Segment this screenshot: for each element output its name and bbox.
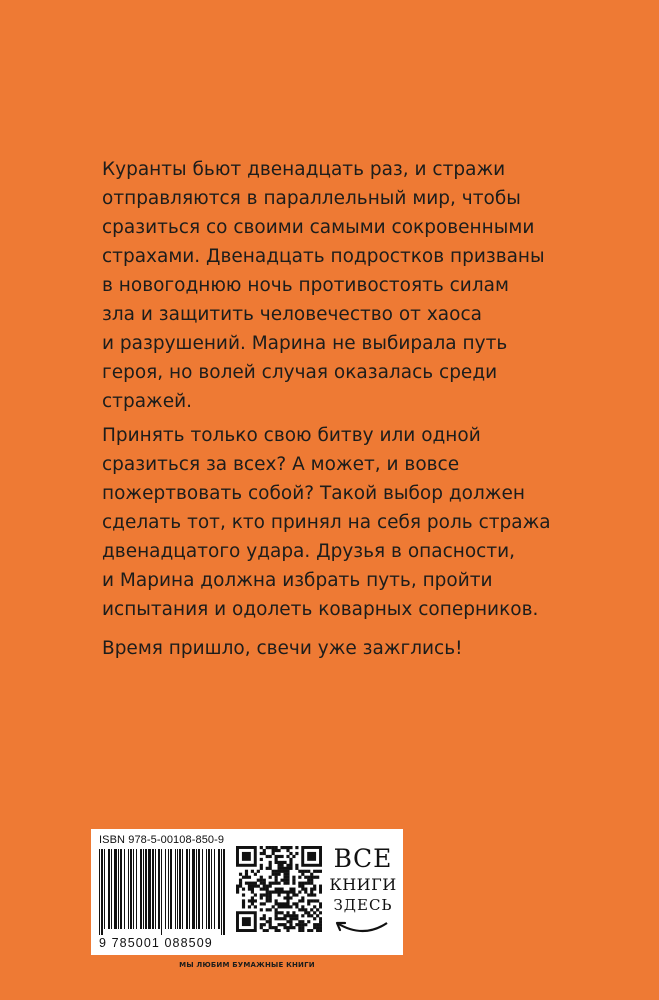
barcode-digits: 9 785001 088509 [99, 936, 213, 950]
text-line: сделать тот, кто принял на себя роль стража [102, 512, 551, 533]
promo-line-2: КНИГИ [329, 875, 397, 894]
text-line: стражей. [102, 391, 192, 412]
annotation-paragraph-1 [102, 155, 572, 416]
text-line: Куранты бьют двенадцать раз, и стражи [102, 159, 506, 180]
text-line: Принять только свою битву или одной [102, 425, 481, 446]
text-line: страхами. Двенадцать подростков призваны [102, 246, 545, 267]
text-line: в новогоднюю ночь противостоять силам [102, 275, 509, 296]
text-line: и разрушений. Марина не выбирала путь [102, 333, 508, 354]
text-line: зла и защитить человечество от хаоса [102, 304, 482, 325]
publisher-slogan: МЫ ЛЮБИМ БУМАЖНЫЕ КНИГИ [179, 961, 315, 969]
curved-arrow-icon [333, 917, 393, 939]
text-line: сразиться за всех? А может, и вовсе [102, 454, 460, 475]
text-line: двенадцатого удара. Друзья в опасности, [102, 541, 516, 562]
all-books-here-logo [327, 845, 399, 945]
text-line: героя, но волей случая оказалась среди [102, 362, 498, 383]
annotation-paragraph-2 [102, 421, 572, 624]
text-line: отправляются в параллельный мир, чтобы [102, 188, 521, 209]
text-line: Время пришло, свечи уже зажглись! [102, 638, 463, 659]
isbn-label: ISBN 978-5-00108-850-9 [99, 834, 225, 846]
text-line: сразиться со своими самыми сокровенными [102, 217, 535, 238]
barcode [97, 849, 227, 935]
promo-line-3: ЗДЕСЬ [333, 896, 393, 914]
annotation-paragraph-3 [102, 634, 572, 663]
text-line: пожертвовать собой? Такой выбор должен [102, 483, 525, 504]
promo-line-1: ВСЕ [333, 844, 393, 873]
qr-code[interactable] [236, 846, 322, 932]
barcode-card [91, 829, 403, 955]
text-line: испытания и одолеть коварных соперников. [102, 599, 539, 620]
text-line: и Марина должна избрать путь, пройти [102, 570, 493, 591]
